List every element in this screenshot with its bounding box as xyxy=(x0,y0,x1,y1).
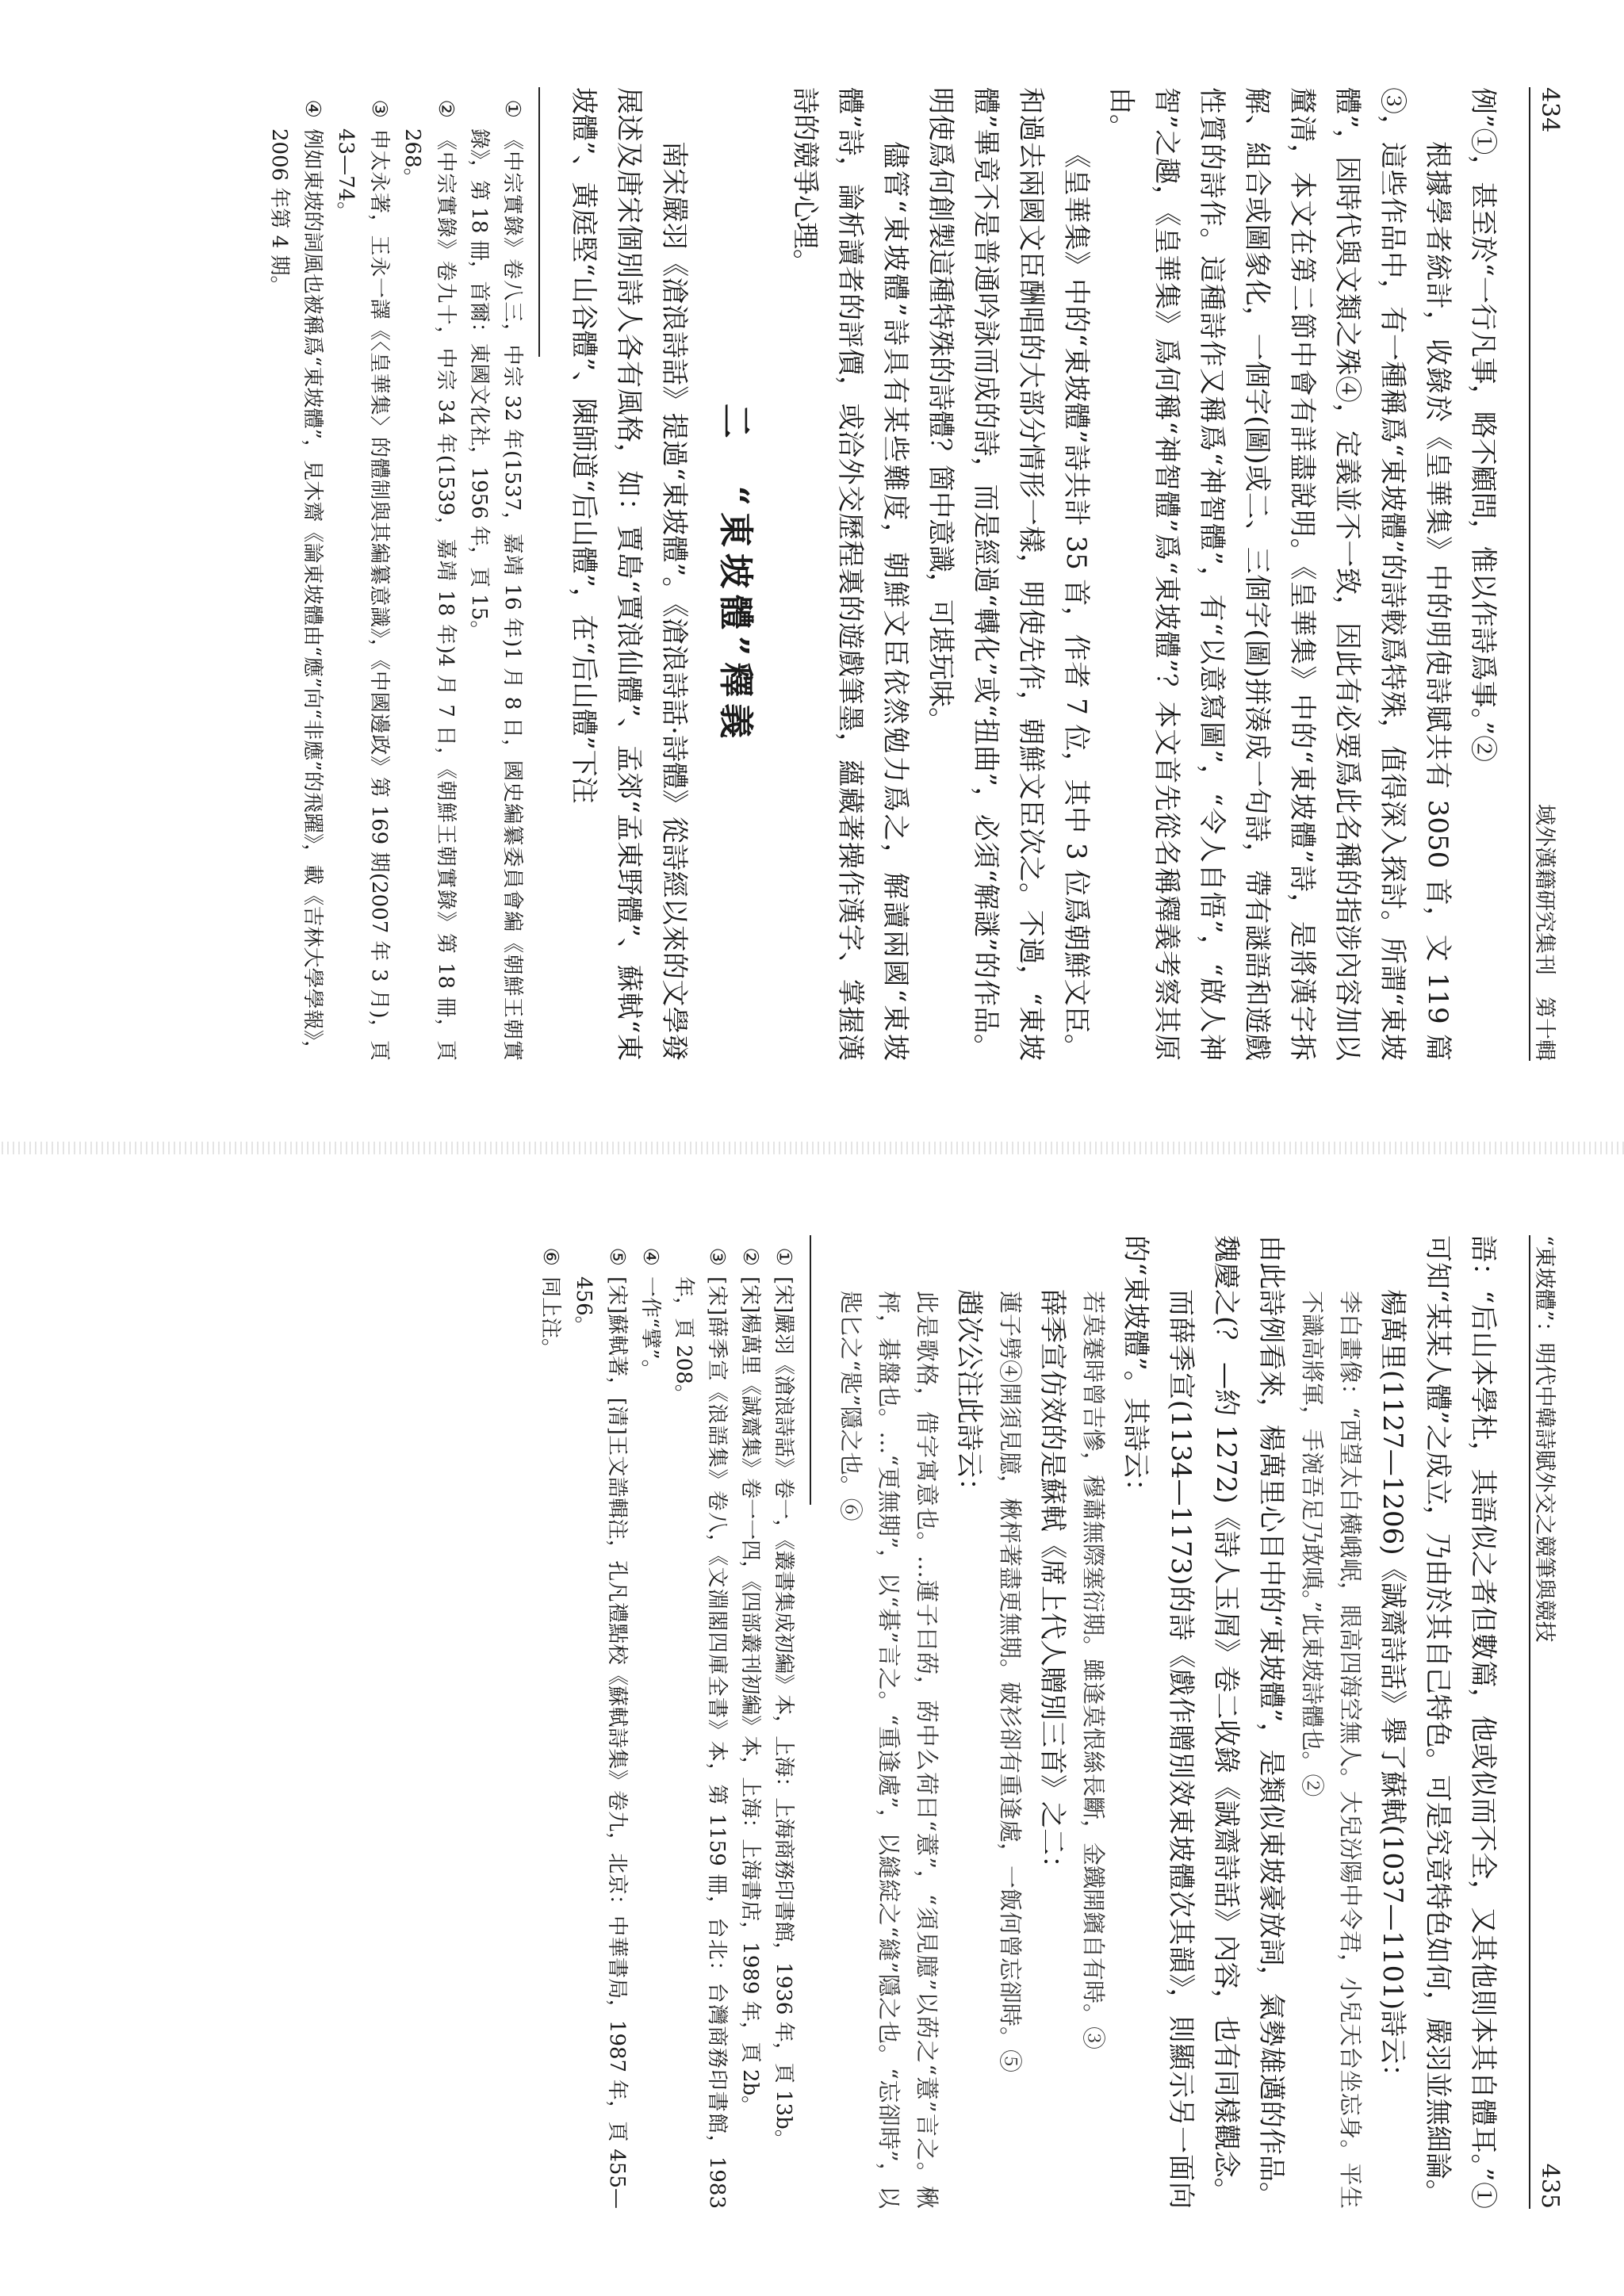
footnote xyxy=(667,1235,733,2209)
footnote-text: 一作“擘”。 xyxy=(638,1276,662,1380)
journal-title: 域外漢籍研究集刊 第十輯 xyxy=(1532,804,1557,1061)
quoted-poem: 蓮子劈④開須見臆，楸枰著盡更無期。破衫卻有重逢處，一飯何曾忘卻時。⑤ xyxy=(997,1291,1024,2073)
footnote-text: 《中宗實錄》卷八三，中宗 32 年(1537，嘉靖 16 年)1 月 8 日，國史編纂委員會編《朝鮮王朝實錄》，第 18 冊，首爾：東國文化社，1956 年，頁 15。 xyxy=(467,128,524,1061)
footnote-text: 《中宗實錄》卷九十，中宗 34 年(1539，嘉靖 18 年)4 月 7 日，《朝鮮王朝實錄》第 18 冊，頁 268。 xyxy=(400,128,458,1061)
footnote-text: 例如東坡的詞風也被稱爲“東坡體”，見木齋《論東坡體由“應”向“非應”的飛躍》，載《吉林大學學報》，2006 年第 4 期。 xyxy=(267,128,324,1061)
footnote-text: 申太永著，王永一譯《〈皇華集〉的體制與其編纂意識》，《中國邊政》第 169 期(2007 年 3 月)，頁 43—74。 xyxy=(334,128,391,1061)
body-paragraph: 南宋嚴羽《滄浪詩話》提過“東坡體”。《滄浪詩話·詩體》從詩經以來的文學發展述及唐宋個別詩人各有風格，如：賈島“賈浪仙體”、孟郊“孟東野體”、蘇軾“東坡體”、黃庭堅“山谷體”、陳師道“后山體”，在“后山體”下注 xyxy=(568,87,690,1061)
body-paragraph: 語：“后山本學杜，其語似之者但數篇，他或似而不全，又其他則本其自體耳。”①可知“某某人體”之成立，乃由於其自己特色。可是究竟特色如何，嚴羽並無細論。 xyxy=(1422,1235,1499,2209)
footnote-divider xyxy=(538,87,540,357)
footnote xyxy=(767,1235,800,2209)
footnote-number: ① xyxy=(772,1247,795,1266)
footnote-number: ④ xyxy=(301,99,324,118)
footnote xyxy=(733,1235,767,2209)
footnote xyxy=(567,1235,634,2209)
footnote-number: ⑥ xyxy=(538,1247,562,1266)
page-number: 434 xyxy=(1536,87,1564,133)
running-head xyxy=(1529,87,1568,1061)
footnote xyxy=(396,87,462,1061)
footnote xyxy=(634,1235,667,2209)
footnote xyxy=(262,87,329,1061)
body-paragraph: 薛季宣仿效的是蘇軾《席上代人贈別三首》之二： xyxy=(1036,1289,1068,1882)
footnote-number: ④ xyxy=(638,1247,662,1266)
footnote-number: ⑤ xyxy=(605,1247,629,1266)
footnote xyxy=(329,87,396,1061)
body-paragraph: 楊萬里(1127—1206)《誠齋詩話》舉了蘇軾(1037—1101)詩云： xyxy=(1377,1289,1408,2091)
quoted-poem: 若莫蹇時曾吉慘，穆蕭無際塞衍期。雖逢莫恨絲長斷，金鐵開鑌自有時。③ xyxy=(1080,1291,1107,2050)
quoted-poem: 李白畫像：“西望太白橫峨岷，眼高四海空無人。大兒汾陽中令君，小兒天台坐忘身。平生不識高將軍，手涴吾足乃敢嗔。”此東坡詩體也。② xyxy=(1299,1291,1364,2209)
body-paragraph: 儘管“東坡體”詩具有某些難度，朝鮮文臣依然勉力爲之，解讀兩國“東坡體”詩，論析讀者的評價，或洽外交歷程裏的遊戲筆墨，蘊藏著操作漢字、掌握漢詩的競爭心理。 xyxy=(789,87,911,1061)
footnote-number: ① xyxy=(500,99,524,118)
page-number: 435 xyxy=(1536,2163,1564,2209)
footnote-number: ② xyxy=(434,99,458,118)
body-paragraph: 例”①，甚至於“一行凡事，略不顧問，惟以作詩爲事。”② xyxy=(1467,87,1499,763)
body-paragraph: 《皇華集》中的“東坡體”詩共計 35 首，作者 7 位，其中 3 位爲朝鮮文臣。和過去兩國文臣酬唱的大部分情形一樣，明使先作，朝鮮文臣次之。不過，“東坡體”畢竟不是普通吟詠而成的詩，而是經過“轉化”或“扭曲”，必須“解謎”的作品。明使爲何創製這種特殊的詩體？箇中意識，可堪玩味。 xyxy=(925,87,1092,1061)
footnote-text: [宋]薛季宣《浪語集》卷八，《文淵閣四庫全書》本，第 1159 冊，台北：台灣商務印書館，1983 年，頁 208。 xyxy=(672,1276,729,2209)
page-body xyxy=(262,87,1505,1061)
footnote-number: ③ xyxy=(367,99,391,118)
footnote-text: [宋]楊萬里《誠齋集》卷一一四，《四部叢刊初編》本，上海：上海書店，1989 年，頁 2b。 xyxy=(738,1276,762,2117)
body-paragraph: 根據學者統計，收錄於《皇華集》中的明使詩賦共有 3050 首，文 119 篇③，這些作品中，有一種稱爲“東坡體”的詩較爲特殊，值得深入探討。所謂“東坡體”，因時代與文類之殊④，定義並不一致，因此有必要爲此名稱的指涉內容加以釐清，本文在第二節中會有詳盡說明。《皇華集》中的“東坡體”詩，是將漢字拆解、組合或圖象化，一個字(圖)或二、三個字(圖)拼湊成一句詩，帶有謎語和遊戲性質的詩作。這種詩作又稱爲“神智體”，有“以意寫圖”，“令人自悟”，“啟人神智”之趣，《皇華集》爲何稱“神智體”爲“東坡體”？本文首先從名稱釋義考察其原由。 xyxy=(1105,87,1454,1061)
footnote-number: ② xyxy=(738,1247,762,1266)
footnote-divider xyxy=(810,1235,811,1505)
footnote-text: [宋]蘇軾著，[清]王文誥輯注，孔凡禮點校《蘇軾詩集》卷九，北京：中華書局，1987 年，頁 455—456。 xyxy=(572,1276,629,2209)
block-quote: 此是歌格，借字寓意也。…蓮子曰菂，菂中么荷曰“薏”，“須見臆”以菂之“薏”言之。楸枰，碁盤也。…“更無期”，以“碁”言之。“重逢處”，以縫綻之“縫”隱之也。“忘卻時”，以匙匕之“匙”隱之也。⑥ xyxy=(837,1291,940,2209)
page-body xyxy=(534,1235,1505,2209)
body-paragraph: 由此詩例看來，楊萬里心目中的“東坡體”，是類似東坡豪放詞，氣勢雄邁的作品。魏慶之(？ —約 1272)《詩人玉屑》卷二收錄《誠齋詩話》內容，也有同樣觀念。 xyxy=(1210,1235,1287,2209)
footnote-text: [宋]嚴羽《滄浪詩話》卷一，《叢書集成初編》本，上海：上海商務印書館，1936 年，頁 13b。 xyxy=(772,1276,795,2150)
body-paragraph: 而薛季宣(1134—1173)的詩《戲作贈別效東坡體次其韻》，則顯示另一面向的“東坡體”。其詩云： xyxy=(1120,1235,1197,2209)
running-head xyxy=(1529,1235,1568,2209)
footnote xyxy=(462,87,529,1061)
section-heading: 二 “東坡體”釋義 xyxy=(715,403,756,745)
body-paragraph: 趙次公注此詩云： xyxy=(953,1289,985,1505)
footnote xyxy=(534,1235,567,2209)
right-page xyxy=(0,1148,1624,2296)
article-title: “東坡體”：明代中韓詩賦外交之競筆與競技 xyxy=(1532,1235,1557,1643)
footnote-text: 同上注。 xyxy=(538,1276,562,1360)
footnote-number: ③ xyxy=(705,1247,729,1266)
